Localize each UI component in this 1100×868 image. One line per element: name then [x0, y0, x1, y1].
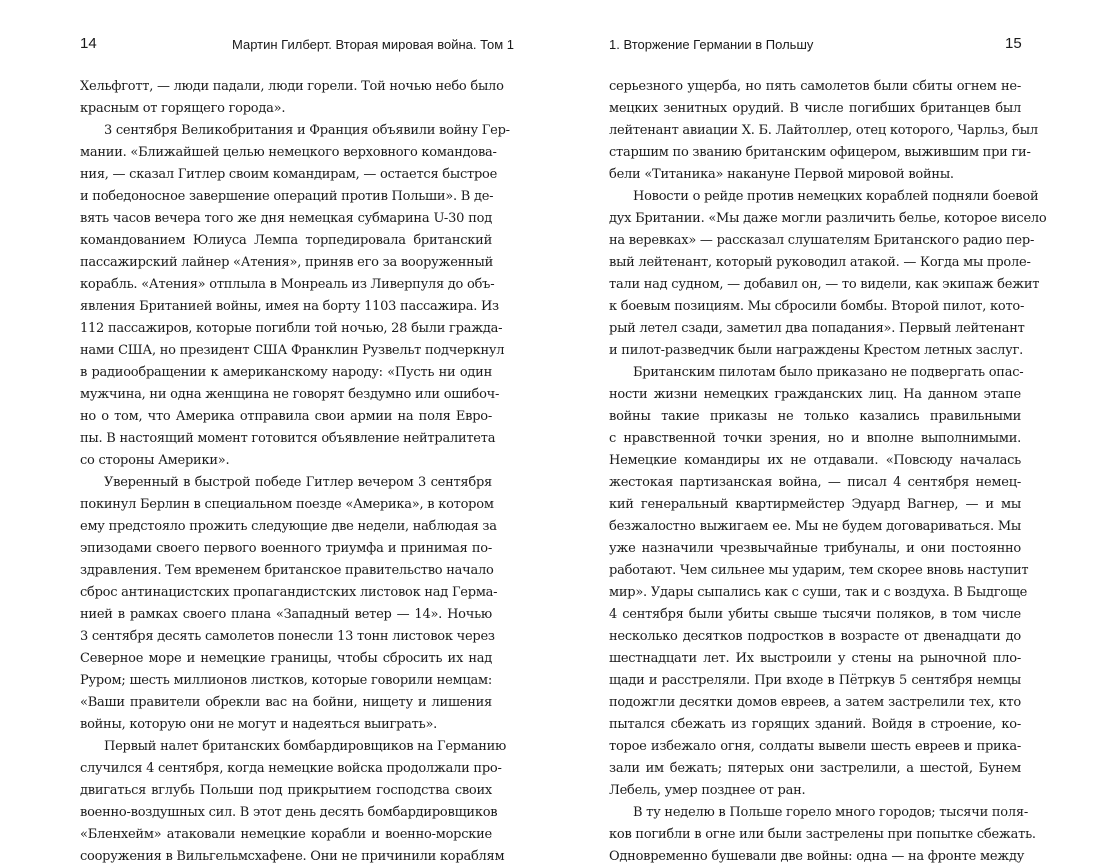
text-line: и победоносное завершение операций против Польши». В де-: [80, 189, 494, 204]
text-line: сооружения в Вильгельмсхафене. Они не причинили кораблям: [80, 849, 505, 864]
text-line: 3 сентября десять самолетов понесли 13 тонн листовок через: [80, 629, 495, 644]
text-line: случился 4 сентября, когда немецкие войска продолжали про-: [80, 761, 502, 776]
text-line: бели «Титаника» накануне Первой мировой войны.: [609, 167, 954, 182]
text-line: кий генеральный квартирмейстер Эдуард Вагнер, — и мы: [609, 497, 1021, 512]
text-line: шестнадцати лет. Их выстроили у стены на рыночной пло-: [609, 651, 1021, 666]
text-line: Одновременно бушевали две войны: одна — на фронте между: [609, 849, 1025, 864]
text-line: двигаться вглубь Польши под прикрытием господства своих: [80, 783, 492, 798]
text-line: мании. «Ближайшей целью немецкого верховного командова-: [80, 145, 497, 160]
text-line: несколько десятков подростков в возрасте от двенадцати до: [609, 629, 1021, 644]
text-line: работают. Чем сильнее мы ударим, тем скорее вновь наступит: [609, 563, 1029, 578]
text-line: Лебель, умер позднее от ран.: [609, 783, 806, 798]
text-line: торое избежало огня, солдаты вывели шесть евреев и прика-: [609, 739, 1021, 754]
text-line: лейтенант авиации Х. Б. Лайтоллер, отец которого, Чарльз, был: [609, 123, 1038, 138]
text-line: сброс антинацистских пропагандистских листовок над Герма-: [80, 585, 498, 600]
text-line: мир». Удары сыпались как с суши, так и с воздуха. В Быдгоще: [609, 585, 1028, 600]
text-line: на веревках» — рассказал слушателям Британского радио пер-: [609, 233, 1035, 248]
text-line: но о том, что Америка отправила свои армии на поля Евро-: [80, 409, 492, 424]
text-line: военно-воздушных сил. В этот день десять бомбардировщиков: [80, 805, 498, 820]
text-line: серьезного ущерба, но пять самолетов были сбиты огнем не-: [609, 79, 1021, 94]
text-line: ности жизни немецких гражданских лиц. На данном этапе: [609, 387, 1021, 402]
text-line: нами США, но президент США Франклин Рузвельт подчеркнул: [80, 343, 505, 358]
text-line: Немецкие командиры их не отдавали. «Повсюду началась: [609, 453, 1021, 468]
text-line: зали им бежать; пятерых они застрелили, а шестой, Бунем: [609, 761, 1021, 776]
text-line: покинул Берлин в специальном поезде «Америка», в котором: [80, 497, 494, 512]
text-line: с нравственной точки зрения, но и вполне выполнимыми.: [609, 431, 1021, 446]
text-line: Северное море и немецкие границы, чтобы сбросить их над: [80, 651, 492, 666]
text-line: командованием Юлиуса Лемпа торпедировала британский: [80, 233, 492, 248]
text-line: 112 пассажиров, которые погибли той ночью, 28 были гражда-: [80, 321, 503, 336]
text-line: 4 сентября были убиты свыше тысячи поляков, в том числе: [609, 607, 1021, 622]
text-line: Руром; шесть миллионов листков, которые говорили немцам:: [80, 673, 492, 688]
text-line: «Бленхейм» атаковали немецкие корабли и военно-морские: [80, 827, 492, 842]
text-line: подожгли десятки домов евреев, а затем застрелили тех, кто: [609, 695, 1021, 710]
text-line: со стороны Америки».: [80, 453, 230, 468]
page-number: 15: [1005, 35, 1022, 52]
text-line: В ту неделю в Польше горело много городов; тысячи поля-: [633, 805, 1028, 820]
text-line: рый летел сзади, заметил два попадания». Первый лейтенант: [609, 321, 1025, 336]
text-line: пытался сбежать из горящих зданий. Войдя в строение, ко-: [609, 717, 1021, 732]
text-line: пы. В настоящий момент готовится объявление нейтралитета: [80, 431, 496, 446]
text-line: Хельфготт, — люди падали, люди горели. Той ночью небо было: [80, 79, 504, 94]
text-line: «Ваши правители обрекли вас на бойни, нищету и лишения: [80, 695, 492, 710]
text-line: нией в рамках своего плана «Западный ветер — 14». Ночью: [80, 607, 492, 622]
body-text: [609, 76, 1047, 868]
body-text: [80, 76, 510, 868]
text-line: старшим по званию британским офицером, выжившим при ги-: [609, 145, 1031, 160]
right-page: [550, 0, 1100, 864]
text-line: ния, — сказал Гитлер своим командирам, — остается быстрое: [80, 167, 498, 182]
text-line: ков погибли в огне или были застрелены при попытке сбежать.: [609, 827, 1036, 842]
text-line: жестокая партизанская война, — писал 4 сентября немец-: [609, 475, 1021, 490]
text-line: войны, которую они не могут и надеяться выиграть».: [80, 717, 438, 732]
left-page: [0, 0, 550, 864]
text-line: дух Британии. «Мы даже могли различить белье, которое висело: [609, 211, 1047, 226]
running-head: 1. Вторжение Германии в Польшу: [609, 37, 814, 52]
text-line: ему предстояло прожить следующие две недели, наблюдая за: [80, 519, 497, 534]
text-line: к боевым позициям. Мы сбросили бомбы. Второй пилот, кото-: [609, 299, 1025, 314]
text-line: Британским пилотам было приказано не подвергать опас-: [633, 365, 1024, 380]
page-number: 14: [80, 35, 97, 52]
text-line: и пилот-разведчик были награждены Крестом летных заслуг.: [609, 343, 1024, 358]
text-line: безжалостно выжигаем ее. Мы не будем договариваться. Мы: [609, 519, 1021, 534]
text-line: Первый налет британских бомбардировщиков на Германию: [104, 739, 507, 754]
text-line: пассажирский лайнер «Атения», приняв его за вооруженный: [80, 255, 494, 270]
text-line: в радиообращении к американскому народу: «Пусть ни один: [80, 365, 492, 380]
text-line: эпизодами своего первого военного триумфа и принимая по-: [80, 541, 492, 556]
text-line: красным от горящего города».: [80, 101, 286, 116]
running-head: Мартин Гилберт. Вторая мировая война. Том 1: [232, 37, 515, 52]
text-line: 3 сентября Великобритания и Франция объявили войну Гер-: [104, 123, 510, 138]
text-line: щади и расстреляли. При входе в Пётркув 5 сентября немцы: [609, 673, 1021, 688]
text-line: мецких зенитных орудий. В числе погибших британцев был: [609, 101, 1021, 116]
text-line: войны такие приказы не только казались правильными: [609, 409, 1021, 424]
text-line: вый лейтенант, который руководил атакой. — Когда мы проле-: [609, 255, 1031, 270]
text-line: явления Британией войны, имея на борту 1103 пассажира. Из: [80, 299, 499, 314]
text-line: корабль. «Атения» отплыла в Монреаль из Ливерпуля до объ-: [80, 277, 495, 292]
text-line: здравления. Тем временем британское правительство начало: [80, 563, 494, 578]
text-line: вять часов вечера того же дня немецкая субмарина U-30 под: [80, 211, 492, 226]
text-line: Уверенный в быстрой победе Гитлер вечером 3 сентября: [104, 475, 492, 490]
text-line: мужчина, ни одна женщина не говорят бездумно или ошибоч-: [80, 387, 500, 402]
text-line: Новости о рейде против немецких кораблей подняли боевой: [633, 189, 1039, 204]
text-line: уже назначили чрезвычайные трибуналы, и они постоянно: [609, 541, 1021, 556]
text-line: тали над судном, — добавил он, — то видели, как экипаж бежит: [609, 277, 1040, 292]
